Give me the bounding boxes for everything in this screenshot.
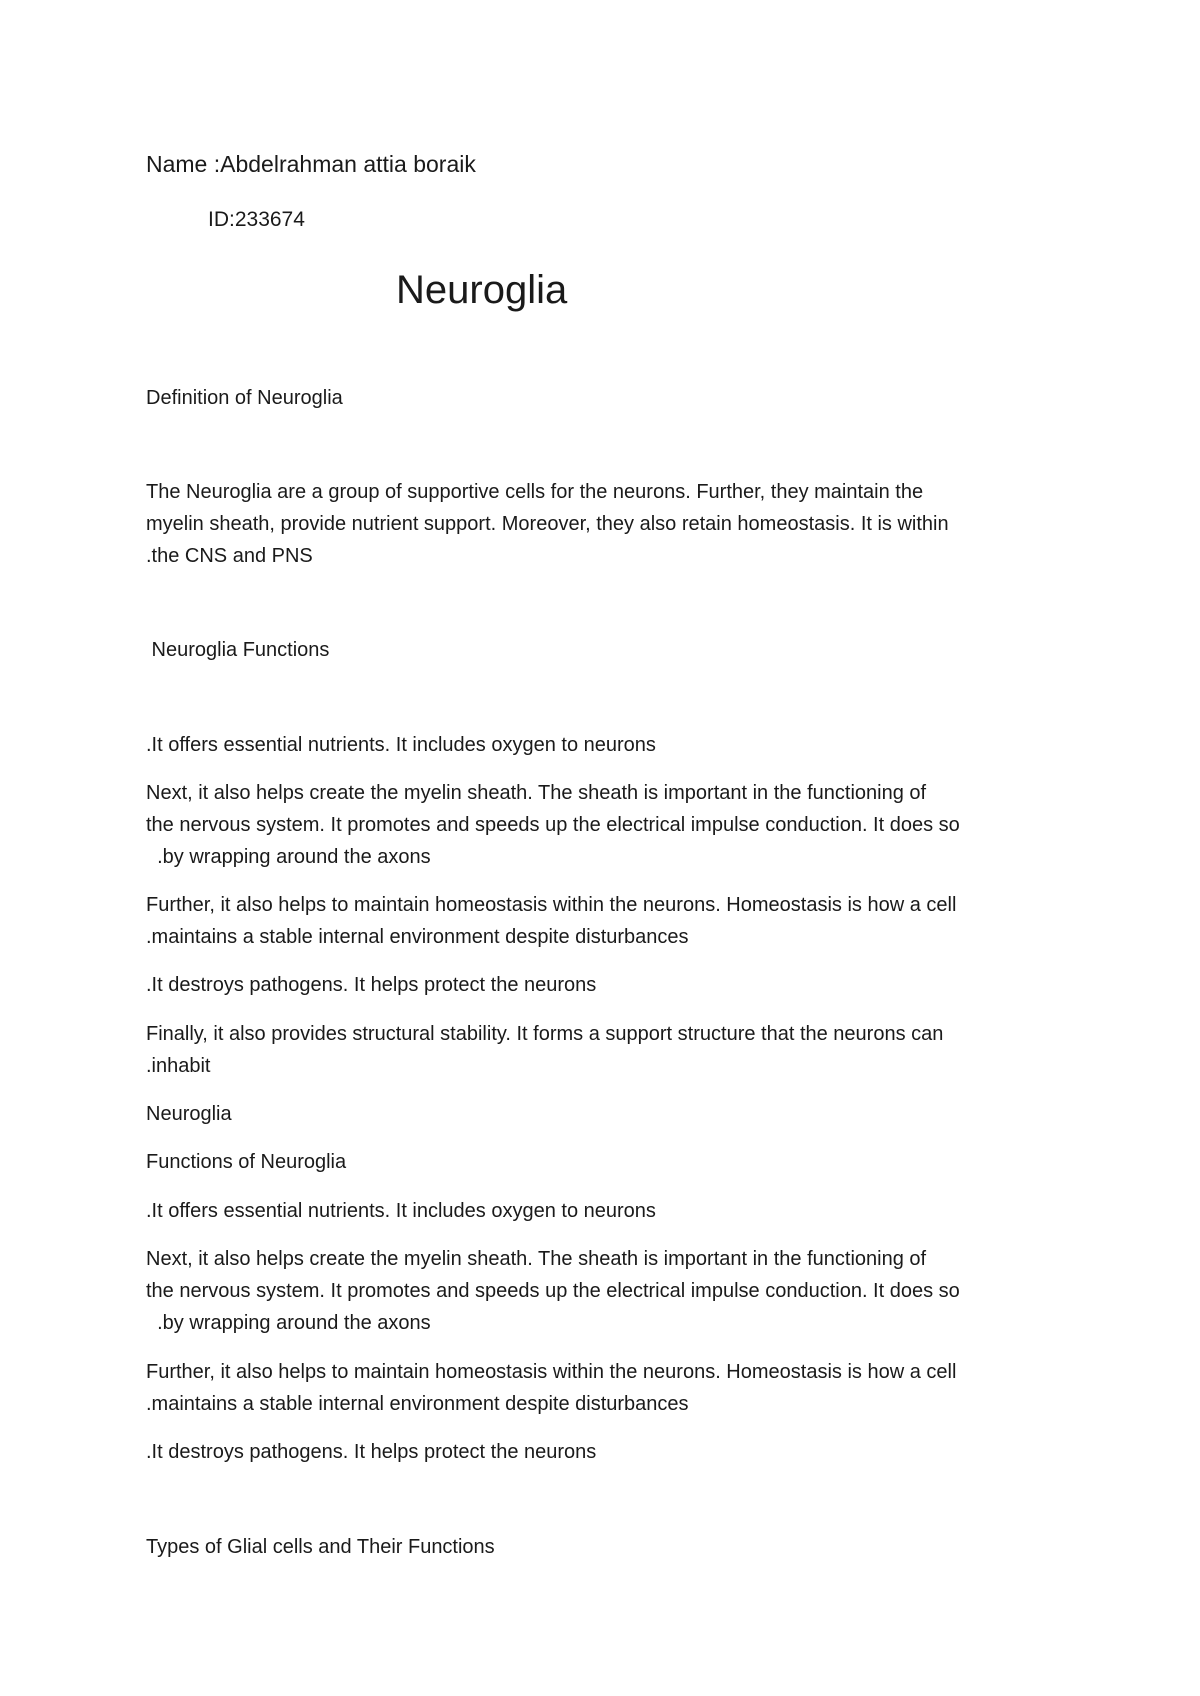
paragraph-line: .maintains a stable internal environment despite disturbances [146, 926, 689, 948]
paragraph-line: .by wrapping around the axons [146, 846, 431, 868]
section-heading: Functions of Neuroglia [146, 1151, 347, 1173]
paragraph-line: Further, it also helps to maintain homeostasis within the neurons. Homeostasis is how a cell [146, 894, 957, 916]
student-id: ID:233674 [208, 208, 305, 231]
section-heading: Neuroglia [146, 1103, 232, 1125]
paragraph-line: the nervous system. It promotes and speeds up the electrical impulse conduction. It does so [146, 1280, 960, 1302]
types-heading: Types of Glial cells and Their Functions [146, 1536, 495, 1558]
paragraph-line: .by wrapping around the axons [146, 1312, 431, 1334]
author-name: Name :Abdelrahman attia boraik [146, 151, 476, 177]
definition-heading: Definition of Neuroglia [146, 387, 343, 409]
paragraph-line: .It offers essential nutrients. It includes oxygen to neurons [146, 1200, 656, 1222]
paragraph-line: .maintains a stable internal environment despite disturbances [146, 1393, 689, 1415]
paragraph-line: .the CNS and PNS [146, 545, 313, 567]
paragraph-line: Next, it also helps create the myelin sheath. The sheath is important in the functioning of [146, 782, 927, 804]
paragraph-line: .It destroys pathogens. It helps protect the neurons [146, 974, 597, 996]
paragraph-line: Further, it also helps to maintain homeostasis within the neurons. Homeostasis is how a cell [146, 1361, 957, 1383]
paragraph-line: Next, it also helps create the myelin sheath. The sheath is important in the functioning of [146, 1248, 927, 1270]
paragraph-line: .It offers essential nutrients. It includes oxygen to neurons [146, 734, 656, 756]
paragraph-line: The Neuroglia are a group of supportive cells for the neurons. Further, they maintain the [146, 481, 924, 503]
functions-heading: Neuroglia Functions [146, 639, 330, 661]
paragraph-line: the nervous system. It promotes and speeds up the electrical impulse conduction. It does so [146, 814, 960, 836]
paragraph-line: Finally, it also provides structural stability. It forms a support structure that the neurons can [146, 1023, 944, 1045]
paragraph-line: .It destroys pathogens. It helps protect the neurons [146, 1441, 597, 1463]
paragraph-line: .inhabit [146, 1055, 211, 1077]
paragraph-line: myelin sheath, provide nutrient support. Moreover, they also retain homeostasis. It is within [146, 513, 949, 535]
document-title: Neuroglia [396, 268, 568, 312]
